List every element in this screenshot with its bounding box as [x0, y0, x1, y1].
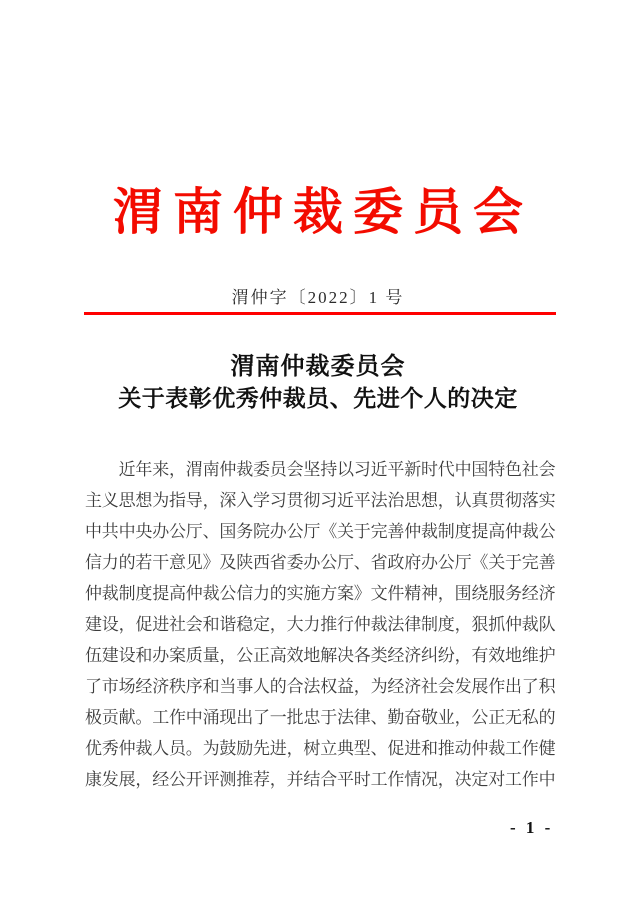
document-reference-number: 渭仲字〔2022〕1 号 [231, 288, 405, 307]
letterhead-org-name: 渭南仲裁委员会 [113, 184, 533, 240]
document-title [0, 352, 636, 414]
page-number: - 1 - [510, 818, 554, 837]
body-line: 了市场经济秩序和当事人的合法权益，为经济社会发展作出了积 [85, 677, 556, 696]
body-line: 伍建设和办案质量，公正高效地解决各类经济纠纷，有效地维护 [85, 646, 556, 665]
document-title-line1: 渭南仲裁委员会 [230, 354, 406, 380]
body-line: 近年来，渭南仲裁委员会坚持以习近平新时代中国特色社会 [85, 460, 556, 479]
body-line: 康发展，经公开评测推荐，并结合平时工作情况，决定对工作中 [85, 770, 556, 789]
document-body-paragraph [85, 454, 565, 795]
body-line: 建设，促进社会和谐稳定，大力推行仲裁法律制度，狠抓仲裁队 [85, 615, 556, 634]
letterhead-divider-rule [84, 312, 556, 315]
body-line: 主义思想为指导，深入学习贯彻习近平法治思想，认真贯彻落实 [85, 491, 556, 510]
body-line: 优秀仲裁人员。为鼓励先进，树立典型、促进和推动仲裁工作健 [85, 739, 556, 758]
body-line: 极贡献。工作中涌现出了一批忠于法律、勤奋敬业，公正无私的 [85, 708, 556, 727]
body-line: 中共中央办公厅、国务院办公厅《关于完善仲裁制度提高仲裁公 [85, 522, 556, 541]
body-line: 信力的若干意见》及陕西省委办公厅、省政府办公厅《关于完善 [85, 553, 556, 572]
document-title-line2: 关于表彰优秀仲裁员、先进个人的决定 [118, 386, 518, 411]
body-line: 仲裁制度提高仲裁公信力的实施方案》文件精神，围绕服务经济 [85, 584, 556, 603]
